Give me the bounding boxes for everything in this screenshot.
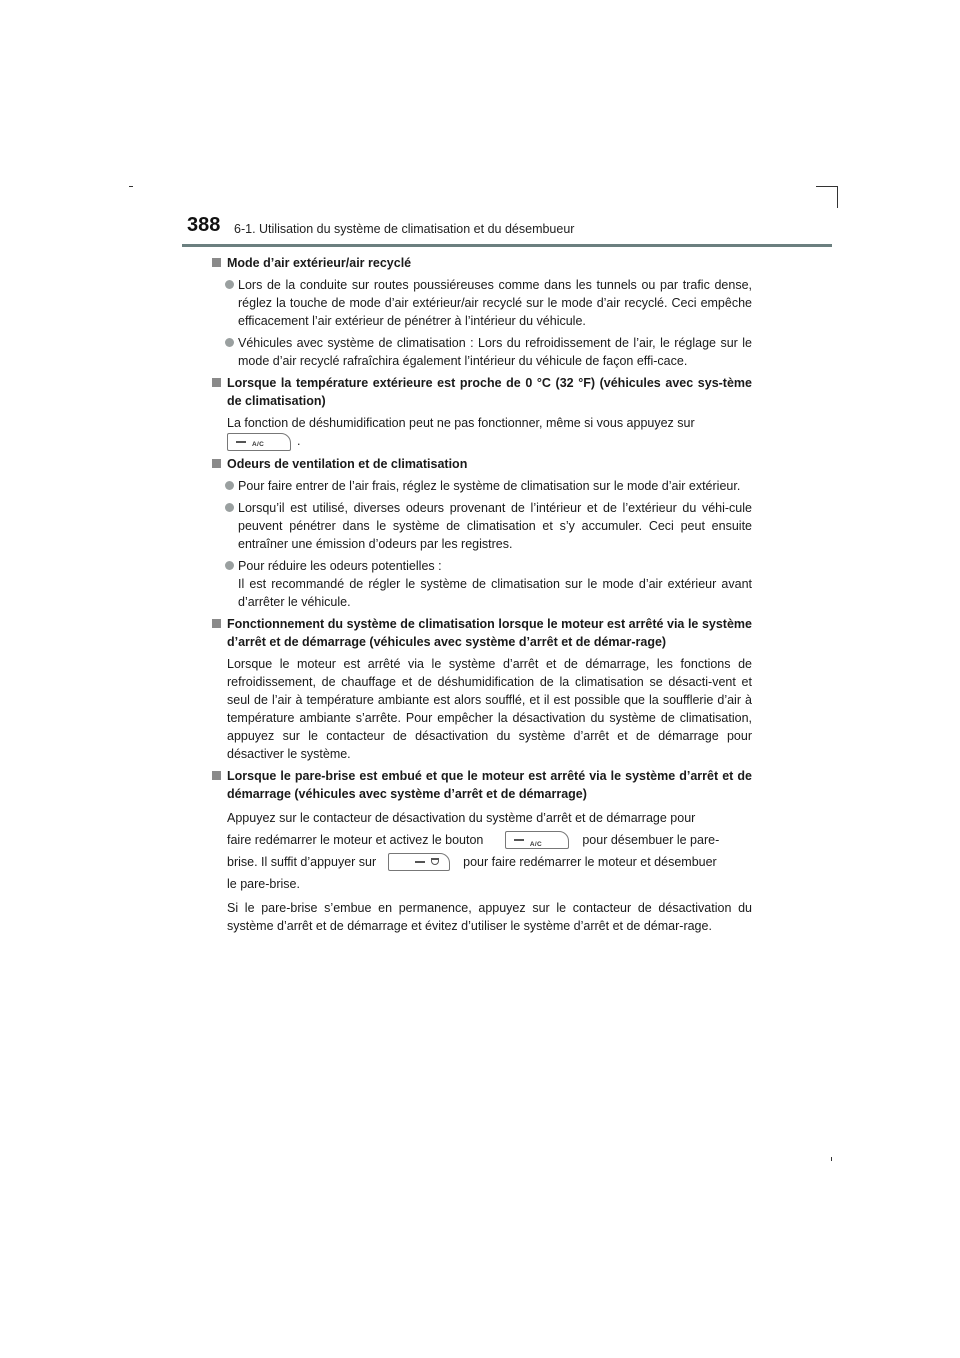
- ac-button-icon: A/C: [505, 831, 569, 849]
- windshield-icon: [431, 858, 439, 865]
- crop-mark-top-right-h: [816, 186, 838, 187]
- heading-stop-start-ac: Fonctionnement du système de climatisation lorsque le moteur est arrêté via le système d’arrêt et de démarrage (véhicules avec système d’arrêt et de démar-rage): [212, 615, 752, 651]
- crop-mark-top-left: [129, 186, 133, 187]
- section-title: 6-1. Utilisation du système de climatisation et du désembueur: [234, 222, 575, 236]
- round-bullet-icon: [225, 561, 234, 570]
- crop-mark-bottom-right: [831, 1157, 832, 1161]
- bullet-item: Pour faire entrer de l’air frais, réglez le système de climatisation sur le mode d’air extérieur.: [212, 477, 752, 495]
- ac-button-icon: A/C: [227, 433, 291, 451]
- square-bullet-icon: [212, 378, 221, 387]
- heading-air-mode: Mode d’air extérieur/air recyclé: [212, 254, 752, 272]
- bullet-item: Véhicules avec système de climatisation : Lors du refroidissement de l’air, le réglage sur le mode d’air recyclé rafraîchira également l’intérieur du véhicule de façon effi-cace.: [212, 334, 752, 370]
- header-rule: [182, 244, 832, 247]
- bullet-item: Lors de la conduite sur routes poussiéreuses comme dans les tunnels ou par trafic dense, réglez la touche de mode d’air extérieur/air recyclé sur le mode d’air recyclé. Ceci empêche efficacement l’air extérieur de pénétrer à l’intérieur du véhicule.: [212, 276, 752, 330]
- square-bullet-icon: [212, 459, 221, 468]
- bullet-item: Pour réduire les odeurs potentielles : Il est recommandé de régler le système de climatisation sur le mode d’air extérieur avant d’arrêter le véhicule.: [212, 557, 752, 611]
- square-bullet-icon: [212, 771, 221, 780]
- page-number: 388: [187, 214, 221, 236]
- square-bullet-icon: [212, 258, 221, 267]
- paragraph: Appuyez sur le contacteur de désactivation du système d’arrêt et de démarrage pour faire redémarrer le moteur et activez le bouton A/C pour désembuer le pare- brise. Il suffit d’appuyer sur pour faire redémarrer le moteur et désembuer le pare-brise.: [227, 810, 720, 891]
- heading-low-temperature: Lorsque la température extérieure est proche de 0 °C (32 °F) (véhicules avec sys-tème de climatisation): [212, 374, 752, 410]
- round-bullet-icon: [225, 280, 234, 289]
- page-content: [212, 254, 752, 939]
- paragraph: La fonction de déshumidification peut ne pas fonctionner, même si vous appuyez sur A/C .: [212, 414, 752, 451]
- paragraph: Lorsque le moteur est arrêté via le système d’arrêt et de démarrage, les fonctions de refroidissement, de chauffage et de déshumidification de la climatisation se désacti-vent et seul de l’air à température ambiante est alors soufflé, et il est possible que la soufflerie d’air à température ambiante s’arrête. Pour empêcher la désactivation du système de climatisation, appuyez sur le contacteur de désactivation du système d’arrêt et de démarrage pour désactiver le système.: [227, 656, 752, 761]
- round-bullet-icon: [225, 503, 234, 512]
- heading-odors: Odeurs de ventilation et de climatisation: [212, 455, 752, 473]
- bullet-item: Lorsqu’il est utilisé, diverses odeurs provenant de l’intérieur et de l’extérieur du véhi-cule peuvent pénétrer dans le système de climatisation et s’y accumuler. Ceci peut ensuite entraîner une émission d’odeurs par les registres.: [212, 499, 752, 553]
- windshield-defog-button-icon: [388, 853, 450, 871]
- square-bullet-icon: [212, 619, 221, 628]
- paragraph: Si le pare-brise s’embue en permanence, appuyez sur le contacteur de désactivation du système d’arrêt et de démarrage et évitez d’utiliser le système d’arrêt et de démar-rage.: [227, 900, 752, 933]
- round-bullet-icon: [225, 481, 234, 490]
- crop-mark-top-right-v: [837, 186, 838, 208]
- round-bullet-icon: [225, 338, 234, 347]
- heading-fogged-windshield: Lorsque le pare-brise est embué et que le moteur est arrêté via le système d’arrêt et de démarrage (véhicules avec système d’arrêt et de démarrage): [212, 767, 752, 803]
